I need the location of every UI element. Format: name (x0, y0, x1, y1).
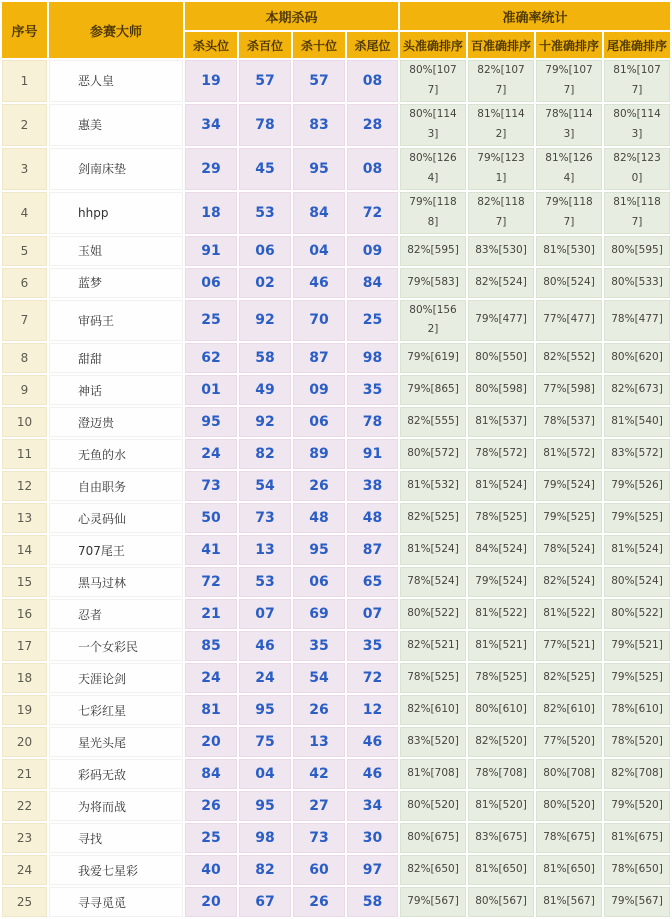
kill-code-value: 18 (185, 192, 237, 234)
col-header-accuracy-hundreds: 百准确排序 (468, 32, 534, 58)
kill-code-value: 26 (185, 791, 237, 821)
accuracy-stat-value: 82%[555] (400, 407, 466, 437)
kill-code-value: 54 (239, 471, 291, 501)
kill-code-value: 28 (347, 104, 398, 146)
accuracy-stat-value: 80%[533] (604, 268, 670, 298)
kill-code-value: 02 (239, 268, 291, 298)
master-name: 审码王 (49, 300, 183, 342)
kill-code-value: 95 (293, 148, 345, 190)
accuracy-stat-value: 82%[552] (536, 343, 602, 373)
col-header-accuracy-tens: 十准确排序 (536, 32, 602, 58)
accuracy-stat-value: 81%[650] (536, 855, 602, 885)
accuracy-stat-value: 81%[1187] (604, 192, 670, 234)
kill-code-value: 78 (239, 104, 291, 146)
kill-code-value: 60 (293, 855, 345, 885)
table-row (2, 727, 670, 757)
row-serial-number: 25 (2, 887, 47, 917)
accuracy-stat-value: 81%[522] (536, 599, 602, 629)
accuracy-stat-value: 77%[520] (536, 727, 602, 757)
kill-code-value: 35 (347, 375, 398, 405)
kill-code-value: 73 (185, 471, 237, 501)
kill-code-value: 92 (239, 407, 291, 437)
kill-code-value: 08 (347, 148, 398, 190)
accuracy-stat-value: 81%[532] (400, 471, 466, 501)
accuracy-stat-value: 81%[1077] (604, 60, 670, 102)
accuracy-stat-value: 78%[525] (468, 663, 534, 693)
accuracy-stat-value: 82%[521] (400, 631, 466, 661)
kill-code-value: 42 (293, 759, 345, 789)
accuracy-stat-value: 78%[537] (536, 407, 602, 437)
row-serial-number: 20 (2, 727, 47, 757)
kill-code-value: 09 (347, 236, 398, 266)
accuracy-stat-value: 78%[610] (604, 695, 670, 725)
accuracy-stat-value: 80%[620] (604, 343, 670, 373)
kill-code-value: 83 (293, 104, 345, 146)
kill-code-value: 27 (293, 791, 345, 821)
table-body (2, 60, 670, 917)
row-serial-number: 19 (2, 695, 47, 725)
kill-code-value: 35 (347, 631, 398, 661)
accuracy-stat-value: 79%[1187] (536, 192, 602, 234)
master-name: 707尾王 (49, 535, 183, 565)
accuracy-stat-value: 80%[1077] (400, 60, 466, 102)
table-row (2, 823, 670, 853)
table-row (2, 60, 670, 102)
accuracy-stat-value: 81%[521] (468, 631, 534, 661)
master-name: 蓝梦 (49, 268, 183, 298)
accuracy-stat-value: 80%[1143] (604, 104, 670, 146)
accuracy-stat-value: 79%[525] (604, 503, 670, 533)
master-name: 寻找 (49, 823, 183, 853)
accuracy-stat-value: 81%[650] (468, 855, 534, 885)
kill-code-value: 50 (185, 503, 237, 533)
kill-code-value: 70 (293, 300, 345, 342)
accuracy-stat-value: 81%[1142] (468, 104, 534, 146)
accuracy-stat-value: 81%[708] (400, 759, 466, 789)
accuracy-stat-value: 81%[524] (604, 535, 670, 565)
table-row (2, 759, 670, 789)
kill-code-value: 82 (239, 439, 291, 469)
kill-code-value: 69 (293, 599, 345, 629)
col-header-kill-tens: 杀十位 (293, 32, 345, 58)
accuracy-stat-value: 82%[524] (468, 268, 534, 298)
row-serial-number: 17 (2, 631, 47, 661)
kill-code-value: 41 (185, 535, 237, 565)
accuracy-stat-value: 80%[567] (468, 887, 534, 917)
kill-code-value: 26 (293, 695, 345, 725)
accuracy-stat-value: 81%[520] (468, 791, 534, 821)
accuracy-stat-value: 80%[572] (400, 439, 466, 469)
row-serial-number: 2 (2, 104, 47, 146)
kill-code-value: 04 (239, 759, 291, 789)
master-name: 自由职务 (49, 471, 183, 501)
table-row (2, 855, 670, 885)
master-name: 无鱼的水 (49, 439, 183, 469)
accuracy-stat-value: 82%[520] (468, 727, 534, 757)
table-row (2, 439, 670, 469)
kill-code-value: 58 (347, 887, 398, 917)
accuracy-stat-value: 78%[572] (468, 439, 534, 469)
master-name: 澄迈贵 (49, 407, 183, 437)
kill-code-value: 34 (185, 104, 237, 146)
kill-code-value: 72 (347, 663, 398, 693)
accuracy-stat-value: 78%[520] (604, 727, 670, 757)
accuracy-stat-value: 80%[522] (604, 599, 670, 629)
kill-code-value: 24 (185, 439, 237, 469)
kill-code-value: 26 (293, 471, 345, 501)
kill-code-value: 24 (185, 663, 237, 693)
kill-code-value: 06 (293, 407, 345, 437)
kill-code-value: 84 (293, 192, 345, 234)
table-row (2, 236, 670, 266)
accuracy-stat-value: 79%[1231] (468, 148, 534, 190)
row-serial-number: 5 (2, 236, 47, 266)
kill-code-value: 13 (239, 535, 291, 565)
kill-code-value: 72 (347, 192, 398, 234)
accuracy-stat-value: 80%[520] (536, 791, 602, 821)
master-name: 七彩红星 (49, 695, 183, 725)
master-name: 黑马过林 (49, 567, 183, 597)
col-header-serial: 序号 (2, 2, 47, 58)
kill-code-value: 30 (347, 823, 398, 853)
accuracy-stat-value: 80%[1264] (400, 148, 466, 190)
accuracy-stat-value: 79%[526] (604, 471, 670, 501)
accuracy-stat-value: 82%[1187] (468, 192, 534, 234)
accuracy-stat-value: 80%[524] (604, 567, 670, 597)
kill-code-value: 09 (293, 375, 345, 405)
master-name: 恶人皇 (49, 60, 183, 102)
kill-code-value: 48 (293, 503, 345, 533)
master-name: 彩码无敌 (49, 759, 183, 789)
kill-code-value: 91 (347, 439, 398, 469)
kill-code-value: 78 (347, 407, 398, 437)
accuracy-stat-value: 81%[537] (468, 407, 534, 437)
master-name: 一个女彩民 (49, 631, 183, 661)
kill-code-value: 04 (293, 236, 345, 266)
row-serial-number: 22 (2, 791, 47, 821)
accuracy-stat-value: 79%[524] (468, 567, 534, 597)
accuracy-stat-value: 79%[567] (400, 887, 466, 917)
accuracy-stat-value: 80%[524] (536, 268, 602, 298)
master-name: 神话 (49, 375, 183, 405)
table-row (2, 599, 670, 629)
kill-code-value: 34 (347, 791, 398, 821)
kill-code-value: 13 (293, 727, 345, 757)
master-name: 为将而战 (49, 791, 183, 821)
master-name: 剑南床垫 (49, 148, 183, 190)
accuracy-stat-value: 78%[675] (536, 823, 602, 853)
accuracy-stat-value: 80%[1562] (400, 300, 466, 342)
accuracy-stat-value: 83%[572] (604, 439, 670, 469)
kill-code-value: 95 (185, 407, 237, 437)
table-row (2, 300, 670, 342)
kill-code-value: 87 (293, 343, 345, 373)
kill-code-value: 75 (239, 727, 291, 757)
accuracy-stat-value: 78%[524] (400, 567, 466, 597)
accuracy-stat-value: 77%[521] (536, 631, 602, 661)
accuracy-stat-value: 80%[598] (468, 375, 534, 405)
kill-code-value: 85 (185, 631, 237, 661)
col-header-kill-hundreds: 杀百位 (239, 32, 291, 58)
kill-code-value: 46 (293, 268, 345, 298)
accuracy-stat-value: 78%[477] (604, 300, 670, 342)
kill-code-value: 46 (239, 631, 291, 661)
kill-code-value: 82 (239, 855, 291, 885)
row-serial-number: 12 (2, 471, 47, 501)
kill-code-value: 24 (239, 663, 291, 693)
kill-code-value: 48 (347, 503, 398, 533)
row-serial-number: 21 (2, 759, 47, 789)
accuracy-stat-value: 81%[1264] (536, 148, 602, 190)
table-row (2, 407, 670, 437)
kill-code-value: 07 (347, 599, 398, 629)
kill-code-value: 25 (347, 300, 398, 342)
kill-code-value: 06 (185, 268, 237, 298)
kill-code-value: 21 (185, 599, 237, 629)
accuracy-stat-value: 78%[525] (400, 663, 466, 693)
row-serial-number: 8 (2, 343, 47, 373)
kill-code-value: 53 (239, 192, 291, 234)
kill-code-value: 58 (239, 343, 291, 373)
table-row (2, 663, 670, 693)
row-serial-number: 1 (2, 60, 47, 102)
master-name: 玉姐 (49, 236, 183, 266)
accuracy-stat-value: 81%[524] (468, 471, 534, 501)
accuracy-stat-value: 82%[650] (400, 855, 466, 885)
accuracy-stat-value: 82%[1230] (604, 148, 670, 190)
kill-code-value: 65 (347, 567, 398, 597)
table-row (2, 503, 670, 533)
kill-code-value: 97 (347, 855, 398, 885)
kill-code-value: 53 (239, 567, 291, 597)
kill-code-value: 73 (293, 823, 345, 853)
kill-code-value: 87 (347, 535, 398, 565)
col-header-master: 参赛大师 (49, 2, 183, 58)
kill-code-value: 91 (185, 236, 237, 266)
accuracy-stat-value: 79%[583] (400, 268, 466, 298)
kill-code-value: 06 (239, 236, 291, 266)
row-serial-number: 6 (2, 268, 47, 298)
accuracy-stat-value: 82%[610] (536, 695, 602, 725)
kill-code-value: 20 (185, 887, 237, 917)
accuracy-stat-value: 79%[525] (536, 503, 602, 533)
accuracy-stat-value: 83%[530] (468, 236, 534, 266)
master-name: 甜甜 (49, 343, 183, 373)
table-row (2, 887, 670, 917)
row-serial-number: 16 (2, 599, 47, 629)
kill-code-value: 01 (185, 375, 237, 405)
table-row (2, 104, 670, 146)
kill-code-value: 19 (185, 60, 237, 102)
col-header-kill-tail: 杀尾位 (347, 32, 398, 58)
kill-code-value: 12 (347, 695, 398, 725)
col-header-kill-head: 杀头位 (185, 32, 237, 58)
accuracy-stat-value: 78%[524] (536, 535, 602, 565)
accuracy-stat-value: 80%[610] (468, 695, 534, 725)
table-row (2, 148, 670, 190)
kill-code-value: 54 (293, 663, 345, 693)
accuracy-stat-value: 79%[524] (536, 471, 602, 501)
accuracy-stat-value: 82%[610] (400, 695, 466, 725)
accuracy-stat-value: 79%[567] (604, 887, 670, 917)
kill-code-value: 49 (239, 375, 291, 405)
kill-code-value: 25 (185, 300, 237, 342)
table-header (2, 2, 670, 58)
row-serial-number: 7 (2, 300, 47, 342)
table-row (2, 471, 670, 501)
row-serial-number: 3 (2, 148, 47, 190)
master-name: 天涯论剑 (49, 663, 183, 693)
header-group-row (2, 2, 670, 30)
master-name: 忍者 (49, 599, 183, 629)
col-group-accuracy-stats: 准确率统计 (400, 2, 670, 30)
kill-code-value: 84 (347, 268, 398, 298)
accuracy-stat-value: 81%[675] (604, 823, 670, 853)
accuracy-stat-value: 82%[525] (400, 503, 466, 533)
row-serial-number: 15 (2, 567, 47, 597)
kill-code-value: 20 (185, 727, 237, 757)
kill-code-value: 92 (239, 300, 291, 342)
master-name: 心灵码仙 (49, 503, 183, 533)
kill-code-value: 95 (239, 791, 291, 821)
col-header-accuracy-tail: 尾准确排序 (604, 32, 670, 58)
accuracy-stat-value: 79%[619] (400, 343, 466, 373)
row-serial-number: 10 (2, 407, 47, 437)
table-row (2, 343, 670, 373)
accuracy-stat-value: 79%[477] (468, 300, 534, 342)
table-row (2, 192, 670, 234)
table-row (2, 631, 670, 661)
accuracy-stat-value: 78%[525] (468, 503, 534, 533)
row-serial-number: 11 (2, 439, 47, 469)
accuracy-stat-value: 82%[524] (536, 567, 602, 597)
row-serial-number: 23 (2, 823, 47, 853)
kill-code-value: 35 (293, 631, 345, 661)
master-name: hhpp (49, 192, 183, 234)
kill-code-value: 40 (185, 855, 237, 885)
kill-code-value: 62 (185, 343, 237, 373)
row-serial-number: 4 (2, 192, 47, 234)
row-serial-number: 14 (2, 535, 47, 565)
kill-code-value: 67 (239, 887, 291, 917)
accuracy-stat-value: 79%[1188] (400, 192, 466, 234)
kill-code-value: 98 (347, 343, 398, 373)
table-row (2, 791, 670, 821)
accuracy-stat-value: 82%[525] (536, 663, 602, 693)
row-serial-number: 13 (2, 503, 47, 533)
accuracy-stat-value: 80%[708] (536, 759, 602, 789)
kill-code-value: 57 (293, 60, 345, 102)
accuracy-stat-value: 80%[595] (604, 236, 670, 266)
kill-code-value: 07 (239, 599, 291, 629)
accuracy-stat-value: 80%[675] (400, 823, 466, 853)
kill-code-value: 29 (185, 148, 237, 190)
accuracy-stat-value: 80%[522] (400, 599, 466, 629)
kill-code-value: 81 (185, 695, 237, 725)
row-serial-number: 9 (2, 375, 47, 405)
table-row (2, 268, 670, 298)
accuracy-stat-value: 79%[520] (604, 791, 670, 821)
kill-code-value: 46 (347, 727, 398, 757)
col-group-kill-codes: 本期杀码 (185, 2, 398, 30)
kill-code-value: 72 (185, 567, 237, 597)
row-serial-number: 18 (2, 663, 47, 693)
table-row (2, 375, 670, 405)
accuracy-stat-value: 79%[521] (604, 631, 670, 661)
accuracy-stat-value: 80%[520] (400, 791, 466, 821)
accuracy-stat-value: 81%[567] (536, 887, 602, 917)
accuracy-stat-value: 81%[540] (604, 407, 670, 437)
accuracy-stat-value: 78%[650] (604, 855, 670, 885)
kill-code-value: 26 (293, 887, 345, 917)
master-name: 惠美 (49, 104, 183, 146)
accuracy-stat-value: 82%[1077] (468, 60, 534, 102)
master-name: 我爱七星彩 (49, 855, 183, 885)
accuracy-stat-value: 82%[673] (604, 375, 670, 405)
accuracy-stat-value: 80%[1143] (400, 104, 466, 146)
kill-code-value: 73 (239, 503, 291, 533)
accuracy-stat-value: 79%[1077] (536, 60, 602, 102)
accuracy-stat-value: 80%[550] (468, 343, 534, 373)
col-header-accuracy-head: 头准确排序 (400, 32, 466, 58)
accuracy-stat-value: 81%[530] (536, 236, 602, 266)
table-row (2, 567, 670, 597)
accuracy-stat-value: 79%[865] (400, 375, 466, 405)
kill-code-value: 38 (347, 471, 398, 501)
accuracy-stat-value: 78%[708] (468, 759, 534, 789)
accuracy-stat-value: 83%[520] (400, 727, 466, 757)
kill-code-value: 98 (239, 823, 291, 853)
accuracy-stat-value: 83%[675] (468, 823, 534, 853)
accuracy-stat-value: 77%[477] (536, 300, 602, 342)
master-name: 寻寻觅觅 (49, 887, 183, 917)
table-row (2, 695, 670, 725)
row-serial-number: 24 (2, 855, 47, 885)
accuracy-stat-value: 82%[595] (400, 236, 466, 266)
kill-code-value: 84 (185, 759, 237, 789)
table-row (2, 535, 670, 565)
kill-code-value: 45 (239, 148, 291, 190)
kill-code-value: 95 (239, 695, 291, 725)
kill-code-value: 06 (293, 567, 345, 597)
accuracy-stat-value: 81%[524] (400, 535, 466, 565)
kill-code-value: 89 (293, 439, 345, 469)
kill-code-value: 46 (347, 759, 398, 789)
accuracy-stat-value: 77%[598] (536, 375, 602, 405)
accuracy-stat-value: 82%[708] (604, 759, 670, 789)
accuracy-stat-value: 84%[524] (468, 535, 534, 565)
accuracy-stat-value: 79%[525] (604, 663, 670, 693)
kill-code-value: 57 (239, 60, 291, 102)
kill-code-value: 08 (347, 60, 398, 102)
master-name: 星光头尾 (49, 727, 183, 757)
kill-code-value: 95 (293, 535, 345, 565)
accuracy-stat-value: 81%[522] (468, 599, 534, 629)
accuracy-stat-value: 78%[1143] (536, 104, 602, 146)
kill-code-value: 25 (185, 823, 237, 853)
accuracy-stat-value: 81%[572] (536, 439, 602, 469)
